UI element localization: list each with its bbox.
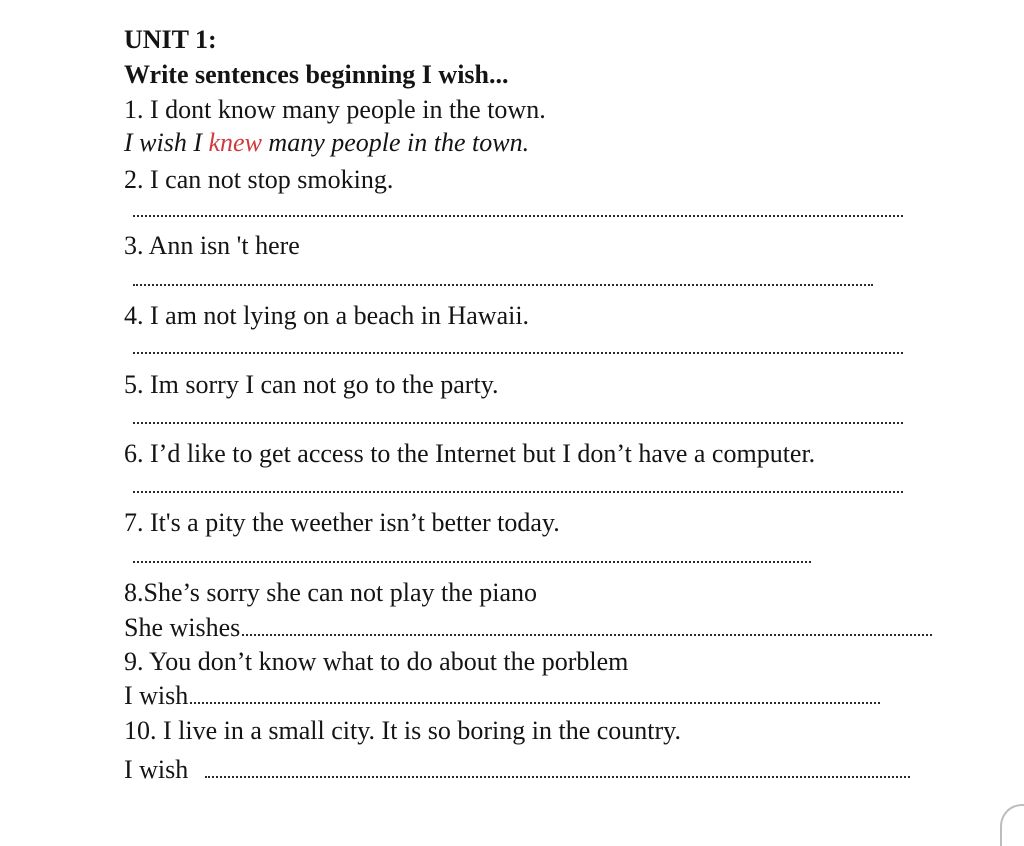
example-answer-start: I wish I xyxy=(124,128,209,157)
answer-prefix-9: I wish xyxy=(124,681,189,710)
question-9: 9. You don’t know what to do about the porblem xyxy=(124,647,629,676)
instruction: Write sentences beginning I wish... xyxy=(124,60,509,89)
answer-line-9[interactable] xyxy=(190,702,880,704)
question-8: 8.She’s sorry she can not play the piano xyxy=(124,578,538,607)
answer-line-4[interactable] xyxy=(133,352,903,354)
unit-title: UNIT 1: xyxy=(124,25,217,54)
answer-line-3[interactable] xyxy=(133,284,873,286)
question-10: 10. I live in a small city. It is so boring in the country. xyxy=(124,716,681,745)
question-6: 6. I’d like to get access to the Internet but I don’t have a computer. xyxy=(124,439,816,468)
answer-prefix-10: I wish xyxy=(124,755,195,784)
example-answer xyxy=(124,128,529,158)
answer-line-5[interactable] xyxy=(133,422,903,424)
answer-line-10[interactable] xyxy=(205,776,910,778)
question-4: 4. I am not lying on a beach in Hawaii. xyxy=(124,301,530,330)
example-prompt: 1. I dont know many people in the town. xyxy=(124,95,546,124)
question-3: 3. Ann isn 't here xyxy=(124,231,300,260)
answer-line-2[interactable] xyxy=(133,215,903,217)
example-answer-highlight: knew xyxy=(208,128,262,157)
question-2: 2. I can not stop smoking. xyxy=(124,165,394,194)
answer-line-6[interactable] xyxy=(133,491,903,493)
question-5: 5. Im sorry I can not go to the party. xyxy=(124,370,499,399)
question-7: 7. It's a pity the weether isn’t better today. xyxy=(124,508,560,537)
answer-row-9 xyxy=(124,681,880,711)
answer-row-10 xyxy=(124,755,910,785)
answer-row-8 xyxy=(124,613,932,643)
answer-line-7[interactable] xyxy=(133,561,811,563)
page-curl-corner xyxy=(1000,804,1024,846)
answer-line-8[interactable] xyxy=(242,634,932,636)
example-answer-end: many people in the town. xyxy=(261,128,530,157)
answer-prefix-8: She wishes xyxy=(124,613,241,642)
